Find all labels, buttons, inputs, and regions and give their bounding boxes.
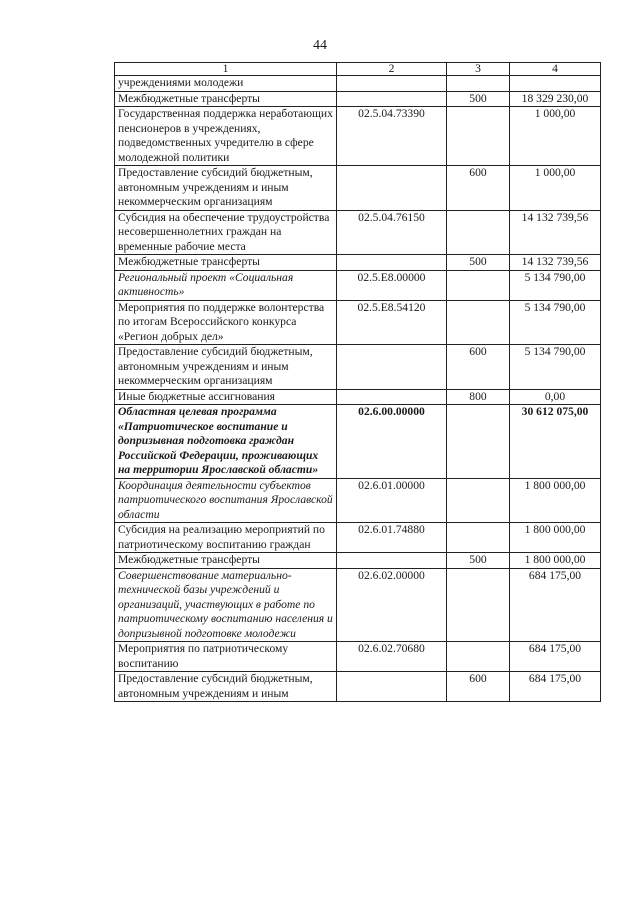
row-kind-cell	[447, 107, 510, 166]
row-name-cell: Совершенствование материально-технической базы учреждений и организаций, участвующих в работе по патриотическому воспитанию населения и допризывной подготовке молодежи	[115, 568, 337, 642]
row-kind-cell: 800	[447, 389, 510, 405]
row-name-cell: Региональный проект «Социальная активность»	[115, 270, 337, 300]
row-kind-cell: 600	[447, 166, 510, 211]
row-amount-cell: 14 132 739,56	[510, 255, 601, 271]
row-name-cell: Предоставление субсидий бюджетным, автономным учреждениям и иным	[115, 672, 337, 702]
row-amount-cell	[510, 76, 601, 92]
table-row	[115, 270, 601, 300]
table-body	[115, 76, 601, 702]
row-code-cell	[337, 672, 447, 702]
row-amount-cell: 0,00	[510, 389, 601, 405]
row-amount-cell: 1 800 000,00	[510, 553, 601, 569]
row-amount-cell: 5 134 790,00	[510, 300, 601, 345]
table-row	[115, 255, 601, 271]
column-header-kind: 3	[447, 63, 510, 76]
row-name-cell: Предоставление субсидий бюджетным, автономным учреждениям и иным некоммерческим организациям	[115, 345, 337, 390]
row-amount-cell: 5 134 790,00	[510, 270, 601, 300]
row-name-cell: Межбюджетные трансферты	[115, 255, 337, 271]
table-row	[115, 345, 601, 390]
row-amount-cell: 1 800 000,00	[510, 523, 601, 553]
table-row	[115, 166, 601, 211]
row-name-cell: Субсидия на обеспечение трудоустройства несовершеннолетних граждан на временные рабочие места	[115, 210, 337, 255]
row-kind-cell	[447, 405, 510, 479]
row-kind-cell	[447, 642, 510, 672]
row-code-cell	[337, 91, 447, 107]
table-row	[115, 91, 601, 107]
row-amount-cell: 5 134 790,00	[510, 345, 601, 390]
row-code-cell: 02.6.01.74880	[337, 523, 447, 553]
row-kind-cell: 600	[447, 672, 510, 702]
row-name-cell: Межбюджетные трансферты	[115, 91, 337, 107]
row-code-cell: 02.6.02.70680	[337, 642, 447, 672]
column-header-amount: 4	[510, 63, 601, 76]
row-code-cell	[337, 553, 447, 569]
column-header-code: 2	[337, 63, 447, 76]
table-row	[115, 568, 601, 642]
row-code-cell	[337, 166, 447, 211]
row-kind-cell	[447, 300, 510, 345]
row-name-cell: Межбюджетные трансферты	[115, 553, 337, 569]
row-code-cell: 02.6.02.00000	[337, 568, 447, 642]
row-code-cell	[337, 345, 447, 390]
row-name-cell: Предоставление субсидий бюджетным, автономным учреждениям и иным некоммерческим организациям	[115, 166, 337, 211]
row-amount-cell: 30 612 075,00	[510, 405, 601, 479]
row-code-cell	[337, 389, 447, 405]
table-row	[115, 478, 601, 523]
row-name-cell: учреждениями молодежи	[115, 76, 337, 92]
row-name-cell: Областная целевая программа «Патриотическое воспитание и допризывная подготовка граждан Российской Федерации, проживающих на территории Ярославской области»	[115, 405, 337, 479]
row-kind-cell	[447, 478, 510, 523]
table-row	[115, 553, 601, 569]
table-row	[115, 389, 601, 405]
table-row	[115, 76, 601, 92]
row-amount-cell: 1 000,00	[510, 166, 601, 211]
row-name-cell: Государственная поддержка неработающих пенсионеров в учреждениях, подведомственных учредителю в сфере молодежной политики	[115, 107, 337, 166]
row-code-cell	[337, 255, 447, 271]
table-row	[115, 642, 601, 672]
page-number: 44	[313, 38, 327, 53]
row-kind-cell	[447, 270, 510, 300]
row-kind-cell: 500	[447, 553, 510, 569]
row-name-cell: Мероприятия по поддержке волонтерства по итогам Всероссийского конкурса «Регион добрых дел»	[115, 300, 337, 345]
row-kind-cell	[447, 76, 510, 92]
row-code-cell: 02.6.00.00000	[337, 405, 447, 479]
row-kind-cell	[447, 568, 510, 642]
row-kind-cell	[447, 210, 510, 255]
table-row	[115, 210, 601, 255]
row-name-cell: Мероприятия по патриотическому воспитанию	[115, 642, 337, 672]
row-amount-cell: 684 175,00	[510, 642, 601, 672]
row-amount-cell: 1 800 000,00	[510, 478, 601, 523]
row-code-cell: 02.5.E8.00000	[337, 270, 447, 300]
row-amount-cell: 18 329 230,00	[510, 91, 601, 107]
row-code-cell: 02.5.E8.54120	[337, 300, 447, 345]
row-code-cell	[337, 76, 447, 92]
budget-table	[114, 62, 601, 702]
row-kind-cell: 500	[447, 91, 510, 107]
row-name-cell: Субсидия на реализацию мероприятий по патриотическому воспитанию граждан	[115, 523, 337, 553]
table-header-row	[115, 63, 601, 76]
row-amount-cell: 684 175,00	[510, 672, 601, 702]
row-kind-cell: 600	[447, 345, 510, 390]
table-row	[115, 405, 601, 479]
table-row	[115, 300, 601, 345]
row-amount-cell: 684 175,00	[510, 568, 601, 642]
table-row	[115, 107, 601, 166]
row-amount-cell: 14 132 739,56	[510, 210, 601, 255]
row-amount-cell: 1 000,00	[510, 107, 601, 166]
row-code-cell: 02.5.04.73390	[337, 107, 447, 166]
row-code-cell: 02.6.01.00000	[337, 478, 447, 523]
row-kind-cell: 500	[447, 255, 510, 271]
row-code-cell: 02.5.04.76150	[337, 210, 447, 255]
row-name-cell: Координация деятельности субъектов патриотического воспитания Ярославской области	[115, 478, 337, 523]
row-kind-cell	[447, 523, 510, 553]
row-name-cell: Иные бюджетные ассигнования	[115, 389, 337, 405]
table-row	[115, 523, 601, 553]
table-row	[115, 672, 601, 702]
column-header-name: 1	[115, 63, 337, 76]
